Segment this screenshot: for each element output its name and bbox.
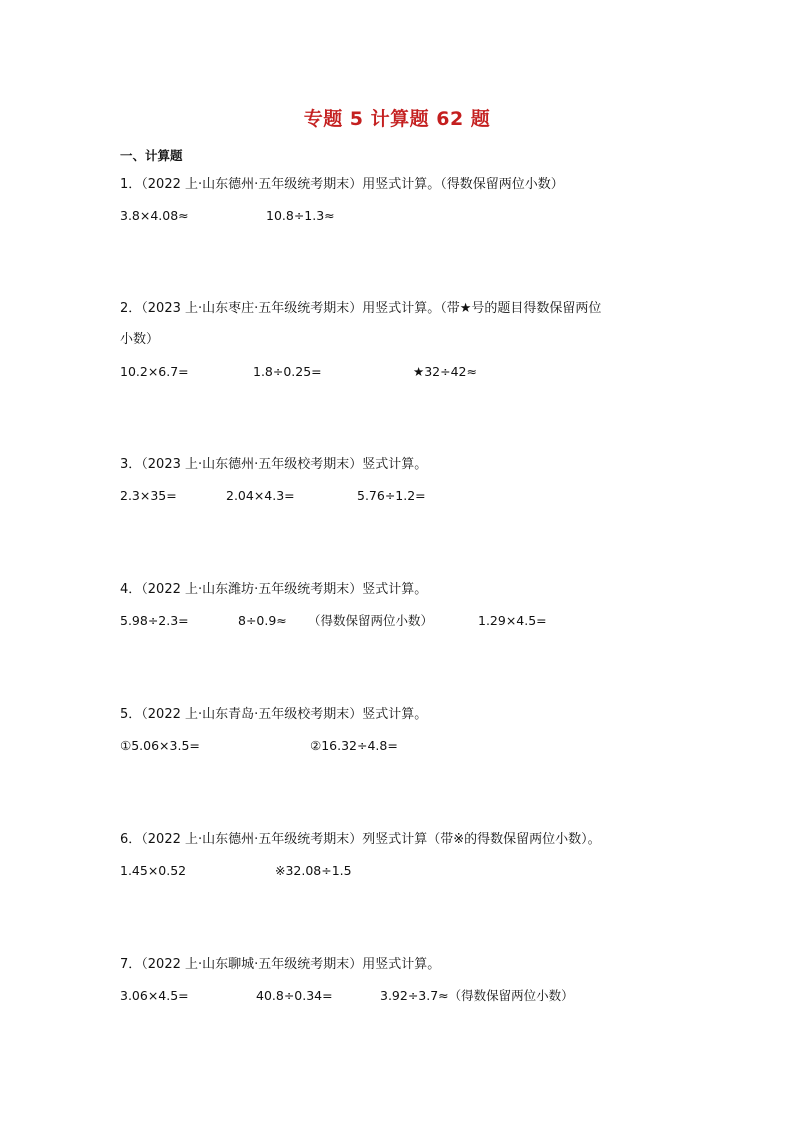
question-3-expr-1: 2.3×35= [120,488,177,503]
question-5-stem: 5．（2022 上·山东青岛·五年级校考期末）竖式计算。 [120,707,428,722]
question-4-expr-2: 8÷0.9≈ [238,613,287,628]
question-2-stem: 2．（2023 上·山东枣庄·五年级统考期末）用竖式计算。（带★号的题目得数保留两位 [120,301,602,316]
question-7-exprs [0,987,794,1005]
question-7-expr-1: 3.06×4.5= [120,988,189,1003]
question-6-expr-1: 1.45×0.52 [120,863,187,878]
section-heading: 一、计算题 [120,148,183,163]
question-3-exprs [0,487,794,505]
question-6-stem: 6．（2022 上·山东德州·五年级统考期末）列竖式计算（带※的得数保留两位小数）。 [120,832,601,847]
question-2-expr-2: 1.8÷0.25= [253,364,322,379]
question-1-expr-2: 10.8÷1.3≈ [266,208,335,223]
question-2-expr-3: ★32÷42≈ [413,364,477,379]
question-1-stem: 1．（2022 上·山东德州·五年级统考期末）用竖式计算。（得数保留两位小数） [120,177,564,192]
question-4-expr-note: （得数保留两位小数） [308,613,434,628]
question-6-exprs [0,862,794,880]
question-1-exprs [0,207,794,225]
question-5-expr-1: ①5.06×3.5= [120,738,200,753]
question-3-expr-2: 2.04×4.3= [226,488,295,503]
question-6-expr-2: ※32.08÷1.5 [275,863,352,878]
question-4-expr-3: 1.29×4.5= [478,613,547,628]
question-2-exprs [0,363,794,381]
question-2-stem-continued: 小数） [120,332,160,347]
question-4-exprs [0,612,794,630]
question-1-expr-1: 3.8×4.08≈ [120,208,189,223]
question-7-expr-2: 40.8÷0.34= [256,988,333,1003]
question-7-stem: 7．（2022 上·山东聊城·五年级统考期末）用竖式计算。 [120,957,441,972]
question-5-exprs [0,737,794,755]
question-5-expr-2: ②16.32÷4.8= [310,738,398,753]
question-4-stem: 4．（2022 上·山东潍坊·五年级统考期末）竖式计算。 [120,582,428,597]
question-3-stem: 3．（2023 上·山东德州·五年级校考期末）竖式计算。 [120,457,428,472]
question-2-expr-1: 10.2×6.7= [120,364,189,379]
question-3-expr-3: 5.76÷1.2= [357,488,426,503]
question-4-expr-1: 5.98÷2.3= [120,613,189,628]
page-title: 专题 5 计算题 62 题 [303,108,491,130]
question-7-expr-3: 3.92÷3.7≈（得数保留两位小数） [380,988,574,1003]
